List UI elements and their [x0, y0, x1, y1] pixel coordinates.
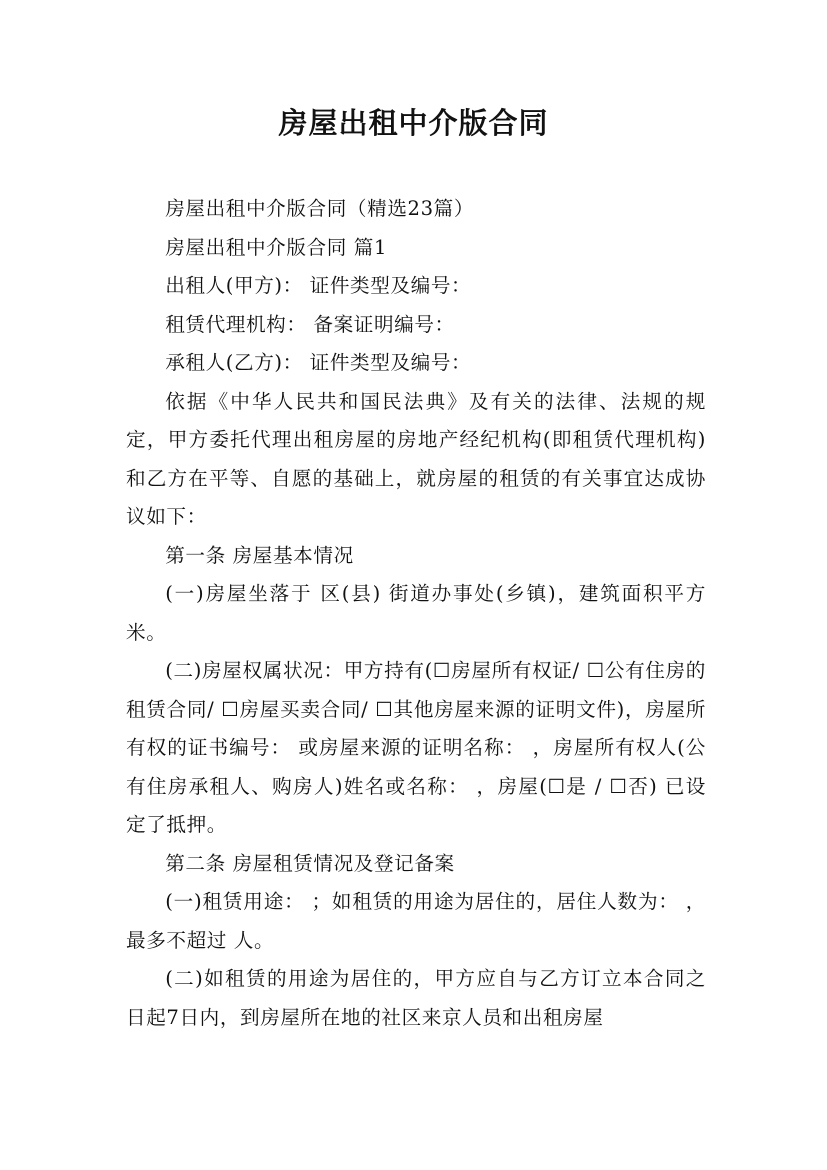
- document-body: [126, 190, 706, 1037]
- article-1-clause-2: (二)房屋权属状况：甲方持有(☐房屋所有权证/ ☐公有住房的租赁合同/ ☐房屋买卖合同/ ☐其他房屋来源的证明文件)，房屋所有权的证书编号： 或房屋来源的证明名称： ，房屋所有权人(公有住房承租人、购房人)姓名或名称： ，房屋(☐是 / ☐否) 已设定了抵押。: [126, 659, 706, 836]
- article-2-clause-1: (一)租赁用途： ；如租赁的用途为居住的，居住人数为： ，最多不超过 人。: [126, 890, 706, 952]
- paragraph-agency: 租赁代理机构： 备案证明编号：: [165, 312, 455, 336]
- paragraph-subtitle: 房屋出租中介版合同（精选23篇）: [165, 197, 475, 220]
- article-1-heading: 第一条 房屋基本情况: [165, 543, 354, 567]
- paragraph-preamble: 依据《中华人民共和国民法典》及有关的法律、法规的规定，甲方委托代理出租房屋的房地产经纪机构(即租赁代理机构)和乙方在平等、自愿的基础上，就房屋的租赁的有关事宜达成协议如下：: [126, 389, 706, 528]
- article-1-clause-1: (一)房屋坐落于 区(县) 街道办事处(乡镇)，建筑面积平方米。: [126, 582, 706, 644]
- article-2-clause-2: (二)如租赁的用途为居住的，甲方应自与乙方订立本合同之日起7日内，到房屋所在地的社区来京人员和出租房屋: [126, 967, 706, 1029]
- document-title: 房屋出租中介版合同: [278, 106, 549, 140]
- article-2-heading: 第二条 房屋租赁情况及登记备案: [165, 851, 455, 875]
- paragraph-section-heading: 房屋出租中介版合同 篇1: [165, 235, 388, 259]
- paragraph-lessor: 出租人(甲方)： 证件类型及编号：: [165, 274, 472, 297]
- paragraph-lessee: 承租人(乙方)： 证件类型及编号：: [165, 351, 472, 374]
